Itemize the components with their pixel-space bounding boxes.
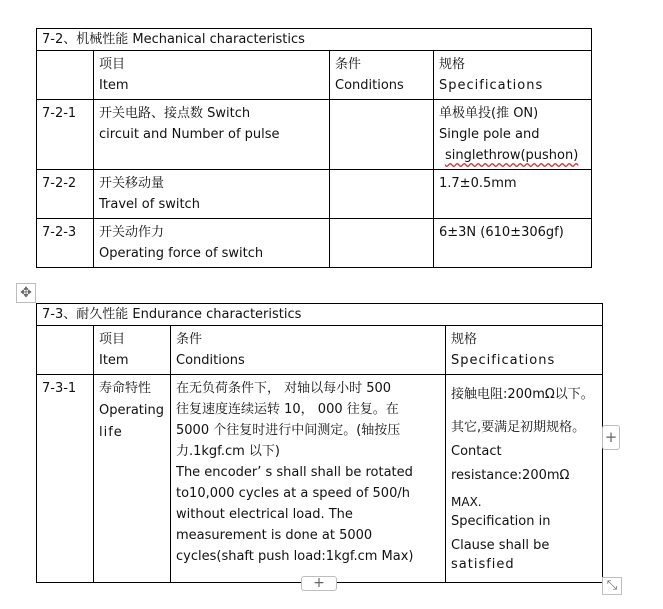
table-row [37,375,603,583]
row-condition [330,170,434,219]
header-no-cell [37,326,94,375]
header-spec-cell: 规格 Specifications [446,326,603,375]
row-spec: 接触电阻:200mΩ以下。 其它,要满足初期规格。 Contact resistance:200mΩ MAX. Specification in Clause shall be satisfied [446,375,603,583]
row-item: 开关移动量 Travel of switch [94,170,330,219]
row-condition [330,219,434,268]
row-number: 7-3-1 [37,375,94,583]
table-heading: 7-3、耐久性能 Endurance characteristics [37,304,603,326]
row-condition [330,100,434,170]
add-row-button[interactable]: + [301,576,337,591]
mechanical-characteristics-table [36,28,592,268]
header-item-cell: 项目 Item [94,326,171,375]
header-no-cell [37,51,94,100]
add-column-button[interactable]: + [602,425,620,450]
row-item: 开关电路、接点数 Switch circuit and Number of pulse [94,100,330,170]
table-row [37,170,592,219]
endurance-characteristics-table [36,303,603,583]
header-spec-cell: 规格 Specifications [434,51,592,100]
table-row [37,219,592,268]
row-condition: 在无负荷条件下， 对轴以每小时 500 往复速度连续运转 10， 000 往复。在 5000 个往复时进行中间测定。(轴按压 力.1kgf.cm 以下) The encoder’ s shall shall be rotated to10,000 cycles at a speed of 500/h without electrical load. The measurement is done at 5000 cycles(shaft push load:1kgf.cm Max) [171,375,446,583]
row-number: 7-2-1 [37,100,94,170]
header-conditions-cell: 条件 Conditions [171,326,446,375]
table-resize-handle[interactable]: ⤡ [602,577,622,595]
header-item-cell: 项目 Item [94,51,330,100]
row-item: 开关动作力 Operating force of switch [94,219,330,268]
row-spec: 单极单投(推 ON) Single pole and singlethrow(pushon) [434,100,592,170]
table-row [37,100,592,170]
row-spec: 1.7±0.5mm [434,170,592,219]
row-item: 寿命特性 Operating life [94,375,171,583]
row-spec: 6±3N (610±306gf) [434,219,592,268]
header-conditions-cell: 条件 Conditions [330,51,434,100]
row-number: 7-2-2 [37,170,94,219]
row-number: 7-2-3 [37,219,94,268]
table-heading: 7-2、机械性能 Mechanical characteristics [37,29,592,51]
table-move-handle[interactable]: ✥ [16,283,36,303]
